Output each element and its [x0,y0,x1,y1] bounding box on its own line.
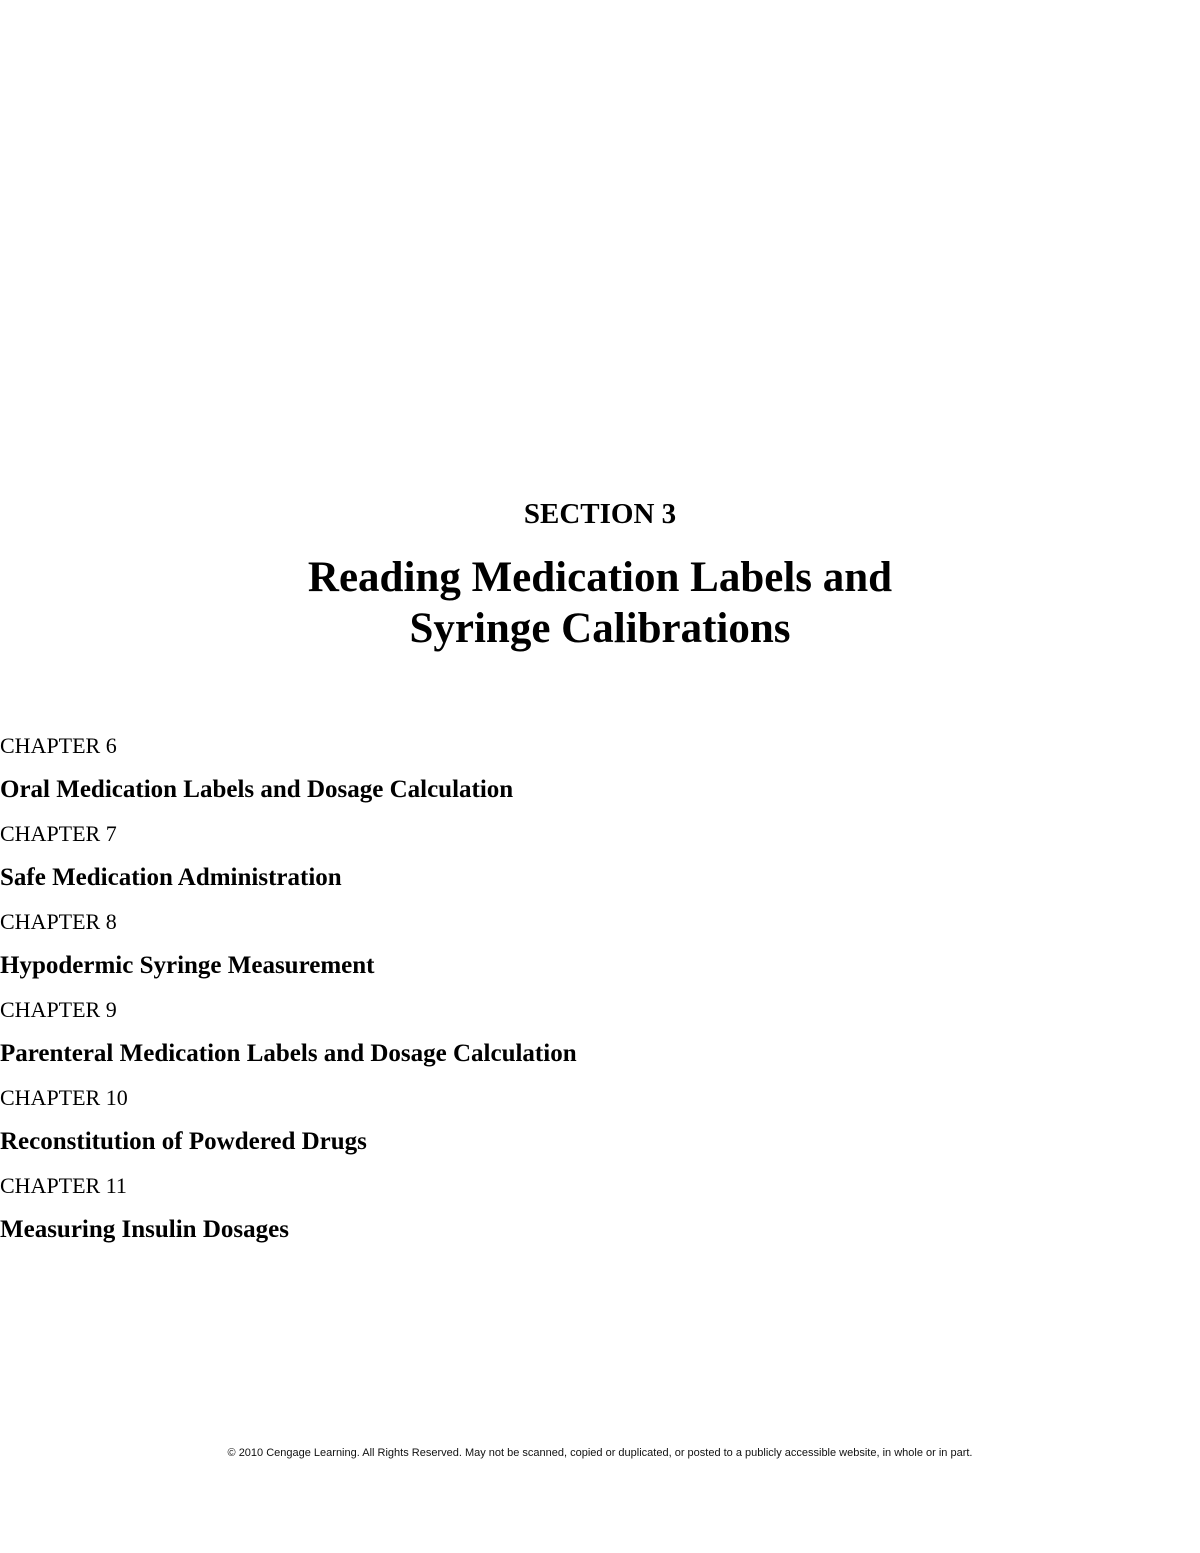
chapter-label: CHAPTER 7 [0,821,117,846]
chapter-title: Parenteral Medication Labels and Dosage Calculation [0,1040,577,1067]
section-title-line-2: Syringe Calibrations [409,605,791,652]
chapter-title: Reconstitution of Powdered Drugs [0,1128,367,1155]
chapter-label: CHAPTER 11 [0,1173,127,1198]
copyright-notice: © 2010 Cengage Learning. All Rights Reserved. May not be scanned, copied or duplicated, or posted to a publicly accessible website, in whole or in part. [227,1447,973,1459]
chapter-list [0,731,1200,1259]
chapter-label: CHAPTER 10 [0,1085,128,1110]
section-title-line-1: Reading Medication Labels and [307,554,893,601]
chapter-title: Measuring Insulin Dosages [0,1216,289,1243]
chapter-title: Hypodermic Syringe Measurement [0,952,375,979]
chapter-label: CHAPTER 6 [0,733,117,758]
chapter-label: CHAPTER 8 [0,909,117,934]
chapter-item [0,995,1200,1083]
chapter-item [0,1171,1200,1259]
section-label: SECTION 3 [523,498,677,530]
chapter-title: Safe Medication Administration [0,864,342,891]
chapter-item [0,907,1200,995]
chapter-label: CHAPTER 9 [0,997,117,1022]
chapter-item [0,819,1200,907]
chapter-title: Oral Medication Labels and Dosage Calculation [0,776,514,803]
section-title [0,552,1200,654]
chapter-item [0,731,1200,819]
chapter-item [0,1083,1200,1171]
